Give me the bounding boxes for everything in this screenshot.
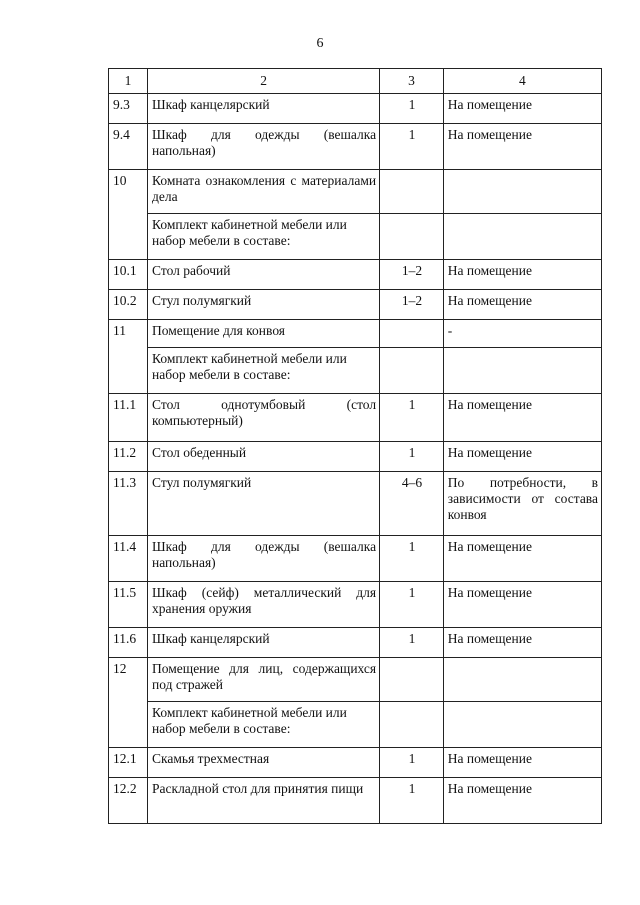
table-row (109, 536, 602, 582)
item-quantity (380, 658, 444, 702)
table-row (109, 628, 602, 658)
table-row (109, 658, 602, 702)
table-header-row (109, 69, 602, 94)
column-header: 2 (148, 69, 380, 94)
table-row (109, 124, 602, 170)
item-quantity: 1 (380, 748, 444, 778)
item-note: На помещение (443, 582, 601, 628)
row-number: 11 (109, 320, 148, 394)
item-quantity: 4–6 (380, 472, 444, 536)
row-number: 10.1 (109, 260, 148, 290)
item-quantity: 1 (380, 94, 444, 124)
table-subrow (109, 348, 602, 394)
table-row (109, 94, 602, 124)
table-row (109, 394, 602, 442)
item-quantity (380, 320, 444, 348)
table-row (109, 778, 602, 824)
item-note: На помещение (443, 442, 601, 472)
item-note (443, 658, 601, 702)
item-note: - (443, 320, 601, 348)
table-row (109, 260, 602, 290)
item-name: Шкаф канцелярский (148, 94, 380, 124)
item-quantity: 1 (380, 628, 444, 658)
empty-cell (443, 348, 601, 394)
row-number: 11.3 (109, 472, 148, 536)
subheading: Комплект кабинетной мебели или набор мебели в составе: (148, 702, 380, 748)
item-quantity: 1–2 (380, 290, 444, 320)
item-name: Шкаф канцелярский (148, 628, 380, 658)
row-number: 10 (109, 170, 148, 260)
row-number: 9.4 (109, 124, 148, 170)
table-subrow (109, 214, 602, 260)
item-note: На помещение (443, 290, 601, 320)
empty-cell (443, 214, 601, 260)
subheading: Комплект кабинетной мебели или набор мебели в составе: (148, 348, 380, 394)
item-note (443, 170, 601, 214)
item-note: На помещение (443, 748, 601, 778)
row-number: 11.2 (109, 442, 148, 472)
item-name: Шкаф для одежды (вешалка напольная) (148, 124, 380, 170)
column-header: 4 (443, 69, 601, 94)
item-name: Помещение для конвоя (148, 320, 380, 348)
item-quantity: 1 (380, 582, 444, 628)
item-note: На помещение (443, 536, 601, 582)
item-name: Шкаф для одежды (вешалка напольная) (148, 536, 380, 582)
item-note: На помещение (443, 778, 601, 824)
item-note: По потребности, в зависимости от состава конвоя (443, 472, 601, 536)
item-name: Стол обеденный (148, 442, 380, 472)
item-name: Помещение для лиц, содержащихся под стражей (148, 658, 380, 702)
table-row (109, 170, 602, 214)
item-quantity: 1 (380, 778, 444, 824)
column-header: 1 (109, 69, 148, 94)
item-quantity (380, 170, 444, 214)
item-quantity: 1 (380, 536, 444, 582)
item-quantity: 1–2 (380, 260, 444, 290)
item-name: Раскладной стол для принятия пищи (148, 778, 380, 824)
empty-cell (380, 214, 444, 260)
table-row (109, 472, 602, 536)
item-note: На помещение (443, 124, 601, 170)
row-number: 12.2 (109, 778, 148, 824)
row-number: 11.5 (109, 582, 148, 628)
item-note: На помещение (443, 260, 601, 290)
row-number: 11.6 (109, 628, 148, 658)
table-subrow (109, 702, 602, 748)
item-name: Шкаф (сейф) металлический для хранения оружия (148, 582, 380, 628)
table-row (109, 748, 602, 778)
column-header: 3 (380, 69, 444, 94)
item-quantity: 1 (380, 394, 444, 442)
table-row (109, 320, 602, 348)
table-body (109, 94, 602, 824)
table-row (109, 290, 602, 320)
row-number: 10.2 (109, 290, 148, 320)
row-number: 12.1 (109, 748, 148, 778)
furniture-table (108, 68, 602, 824)
empty-cell (443, 702, 601, 748)
page-number: 6 (316, 36, 324, 51)
item-name: Стул полумягкий (148, 290, 380, 320)
item-note: На помещение (443, 628, 601, 658)
item-name: Комната ознакомления с материалами дела (148, 170, 380, 214)
row-number: 12 (109, 658, 148, 748)
table-row (109, 442, 602, 472)
row-number: 11.4 (109, 536, 148, 582)
item-name: Стул полумягкий (148, 472, 380, 536)
empty-cell (380, 348, 444, 394)
table-row (109, 582, 602, 628)
row-number: 9.3 (109, 94, 148, 124)
empty-cell (380, 702, 444, 748)
item-note: На помещение (443, 94, 601, 124)
item-name: Скамья трехместная (148, 748, 380, 778)
subheading: Комплект кабинетной мебели или набор мебели в составе: (148, 214, 380, 260)
item-name: Стол рабочий (148, 260, 380, 290)
item-quantity: 1 (380, 442, 444, 472)
item-note: На помещение (443, 394, 601, 442)
item-quantity: 1 (380, 124, 444, 170)
item-name: Стол однотумбовый (стол компьютерный) (148, 394, 380, 442)
row-number: 11.1 (109, 394, 148, 442)
